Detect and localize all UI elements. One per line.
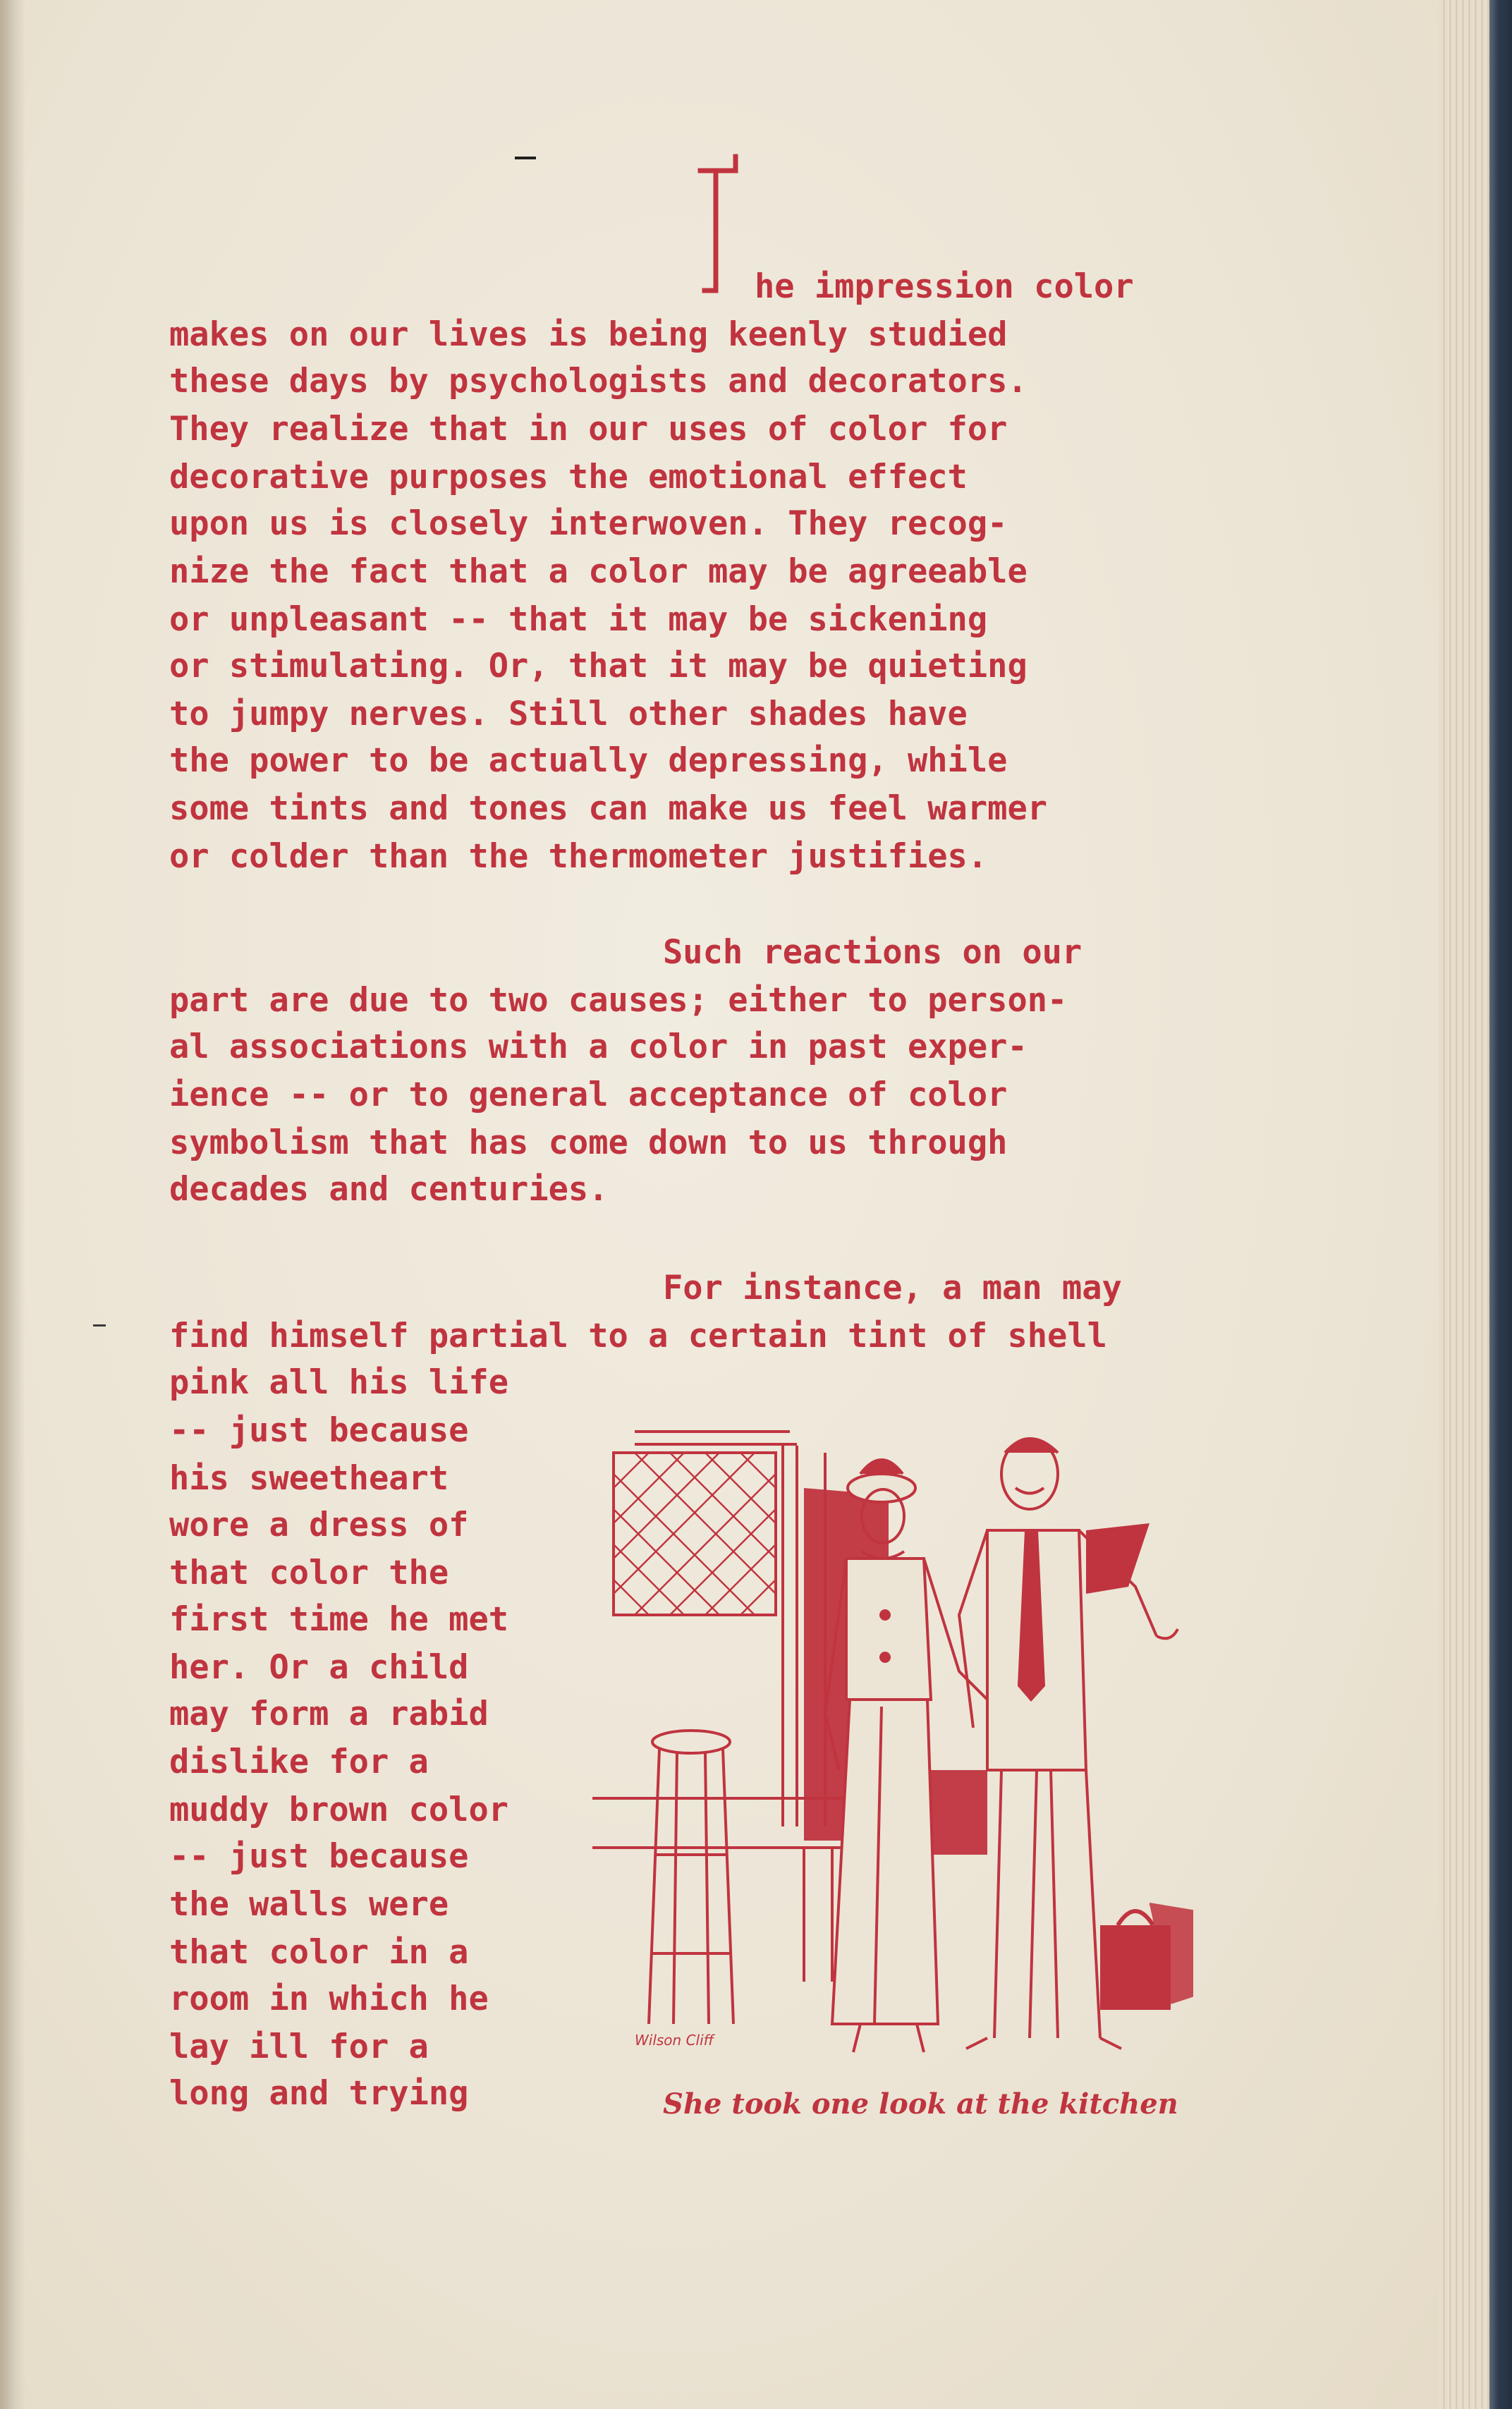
paragraph3-line: wore a dress of <box>169 1506 469 1544</box>
book-cover-edge <box>1489 0 1512 2409</box>
paragraph3-line: his sweetheart <box>169 1459 449 1498</box>
paragraph2-line: al associations with a color in past exper- <box>169 1027 1028 1066</box>
paragraph3-line: first time he met <box>169 1600 509 1639</box>
paragraph1-line: or colder than the thermometer justifies. <box>169 837 988 876</box>
paragraph3-line: lay ill for a <box>169 2027 429 2066</box>
page-gutter-shadow <box>0 0 25 2409</box>
paragraph3-line: may form a rabid <box>169 1695 489 1733</box>
paragraph1-line: or stimulating. Or, that it may be quieting <box>169 647 1028 685</box>
paragraph2-line: part are due to two causes; either to person- <box>169 981 1068 1020</box>
paragraph3-line: the walls were <box>169 1885 449 1924</box>
paragraph1-line: decorative purposes the emotional effect <box>169 458 968 496</box>
artist-signature: Wilson Cliff <box>635 2032 714 2049</box>
paragraph3-line: long and trying <box>169 2074 469 2113</box>
paragraph1-line: makes on our lives is being keenly studied <box>169 315 1008 354</box>
paragraph1-line: or unpleasant -- that it may be sickening <box>169 600 988 639</box>
paragraph2-line: ience -- or to general acceptance of color <box>169 1075 1008 1114</box>
paragraph3-line: -- just because <box>169 1411 469 1450</box>
paragraph3-line: that color the <box>169 1554 449 1592</box>
paragraph2-line: symbolism that has come down to us through <box>169 1123 1008 1162</box>
paragraph1-line: nize the fact that a color may be agreeable <box>169 552 1028 591</box>
paragraph3-line: dislike for a <box>169 1743 429 1781</box>
kitchen-illustration <box>592 1403 1213 2073</box>
paragraph1-line: to jumpy nerves. Still other shades have <box>169 695 968 733</box>
paragraph2-line: Such reactions on our <box>663 933 1083 972</box>
margin-mark <box>93 1324 106 1327</box>
page-edges <box>1439 0 1489 2409</box>
paragraph3-line: room in which he <box>169 1980 489 2018</box>
paragraph1-line: these days by psychologists and decorators. <box>169 362 1028 401</box>
paragraph1-line: some tints and tones can make us feel warmer <box>169 789 1048 828</box>
paragraph3-line: her. Or a child <box>169 1648 469 1687</box>
paragraph1-line: upon us is closely interwoven. They recog- <box>169 504 1008 543</box>
paragraph3-line: -- just because <box>169 1837 469 1876</box>
dropcap-letter <box>695 150 744 299</box>
paragraph3-line: muddy brown color <box>169 1791 509 1829</box>
illustration-caption: She took one look at the kitchen <box>663 2087 1178 2121</box>
paragraph2-line: decades and centuries. <box>169 1170 609 1209</box>
paragraph1-line: the power to be actually depressing, while <box>169 741 1008 780</box>
paragraph3-line: pink all his life <box>169 1363 509 1402</box>
paragraph3-line: that color in a <box>169 1933 469 1972</box>
paragraph1-line: They realize that in our uses of color for <box>169 410 1008 449</box>
paragraph3-line: find himself partial to a certain tint of shell <box>169 1317 1107 1355</box>
paragraph1-line: he impression color <box>755 267 1134 306</box>
paragraph3-line: For instance, a man may <box>663 1269 1122 1307</box>
stray-mark <box>515 157 536 159</box>
